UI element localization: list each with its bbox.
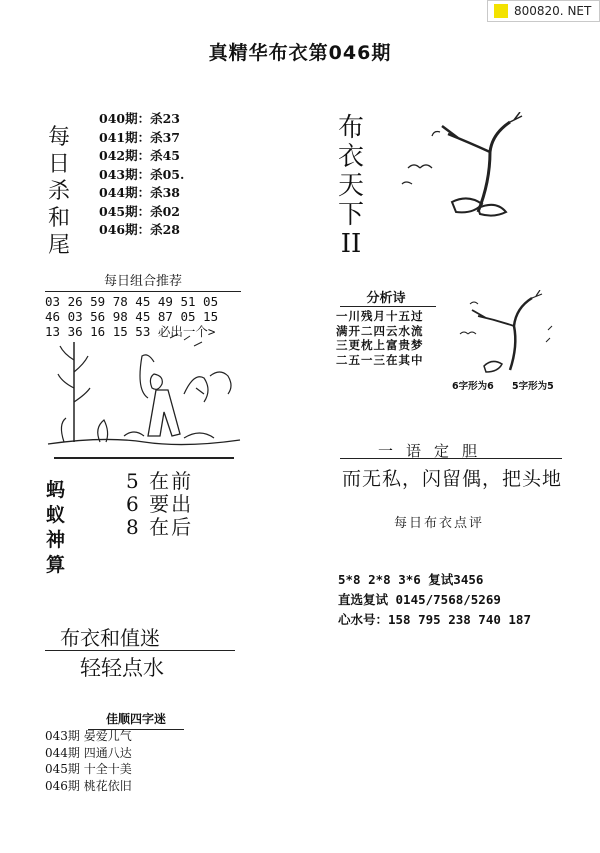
value-riddle-heading: 布衣和值迷 [60,626,160,650]
yiyu-title: 一语定胆 [378,442,491,460]
list-item: 046期：杀28 [99,222,180,237]
ant-calc-label [46,478,70,578]
label-char: 神 [46,529,66,551]
label-char: 衣 [337,142,364,172]
list-item [45,728,132,745]
list-item [45,761,132,778]
combo-row: 03 26 59 78 45 49 51 05 [45,294,219,309]
daily-comment-title: 每日布衣点评 [394,516,485,531]
yiyu-divider [340,458,562,459]
label-char: 天 [337,171,364,201]
poem-line: 满开二四云水流 [336,323,424,338]
list-item: 5 在前 [126,469,194,493]
combo-row: 13 36 16 15 53 必出一个> [45,324,216,339]
poem-divider [340,306,436,307]
poem-line: 一川残月十五过 [336,309,424,323]
site-badge-text: 800820. NET [514,4,592,18]
riddle-text: 十全十美 [83,762,132,776]
period-label: 043期 [45,729,80,743]
tree-illustration [398,112,548,222]
site-logo-icon [494,4,508,18]
page-title: 真精华布衣第046期 [208,42,392,64]
riddle-text: 四通八达 [83,745,132,760]
list-item: 6 要出 [126,492,194,516]
daily-kill-list [99,110,184,240]
label-char: 和 [47,206,70,231]
combo-recommendation [45,270,241,339]
daily-kill-label [46,124,72,259]
poem-illustration [452,290,562,376]
poem-note-left: 6字形为6 [452,381,494,392]
list-item: 040期：杀23 [99,111,180,126]
label-char: 下 [337,200,364,230]
poem-line: 三更枕上富贵梦 [336,338,424,352]
period-label: 045期 [45,762,80,776]
label-char: 日 [47,152,70,177]
riddle-text: 晏爱儿气 [83,729,132,743]
label-char: 布 [337,113,364,143]
list-item: 8 在后 [126,515,194,539]
poem-title: 分析诗 [366,291,406,306]
list-item: 042期：杀45 [99,148,180,163]
comment-line: 5*8 2*8 3*6 复试3456 [338,572,484,587]
farmer-illustration [44,332,244,464]
label-char: 蚁 [46,504,66,526]
label-char: 算 [46,554,66,576]
value-riddle-divider [45,650,235,651]
combo-title: 每日组合推荐 [45,270,241,292]
four-riddle-list [45,728,132,794]
list-item: 045期：杀02 [99,203,180,219]
list-item [45,745,132,762]
riddle-text: 桃花依旧 [83,778,132,793]
poem-lines [336,309,424,367]
label-char: 每 [47,125,70,150]
daily-comment-lines [338,570,531,630]
label-char: II [340,229,362,259]
poem-note-right: 5字形为5 [512,381,554,392]
period-label: 044期 [45,745,80,760]
list-item: 041期：杀37 [99,129,180,145]
ant-calc-list [126,470,193,539]
label-char: 蚂 [46,479,66,501]
yiyu-text: 而无私，闪留偶，把头地 [342,468,563,490]
comment-line: 心水号：158 795 238 740 187 [338,612,531,627]
comment-line: 直选复试 0145/7568/5269 [338,592,501,607]
four-riddle-title: 佳顺四字迷 [88,710,184,730]
period-label: 046期 [45,778,80,793]
label-char: 尾 [47,233,70,258]
site-badge[interactable] [487,0,600,22]
list-item: 044期：杀38 [99,185,180,200]
list-item [45,778,132,795]
value-riddle-subtitle: 轻轻点水 [80,656,164,680]
list-item: 043期：杀05. [99,166,185,182]
buyi-label [336,114,366,259]
poem-line: 二五一三在其中 [336,352,424,367]
combo-row: 46 03 56 98 45 87 05 15 [45,309,219,324]
label-char: 杀 [47,179,70,204]
